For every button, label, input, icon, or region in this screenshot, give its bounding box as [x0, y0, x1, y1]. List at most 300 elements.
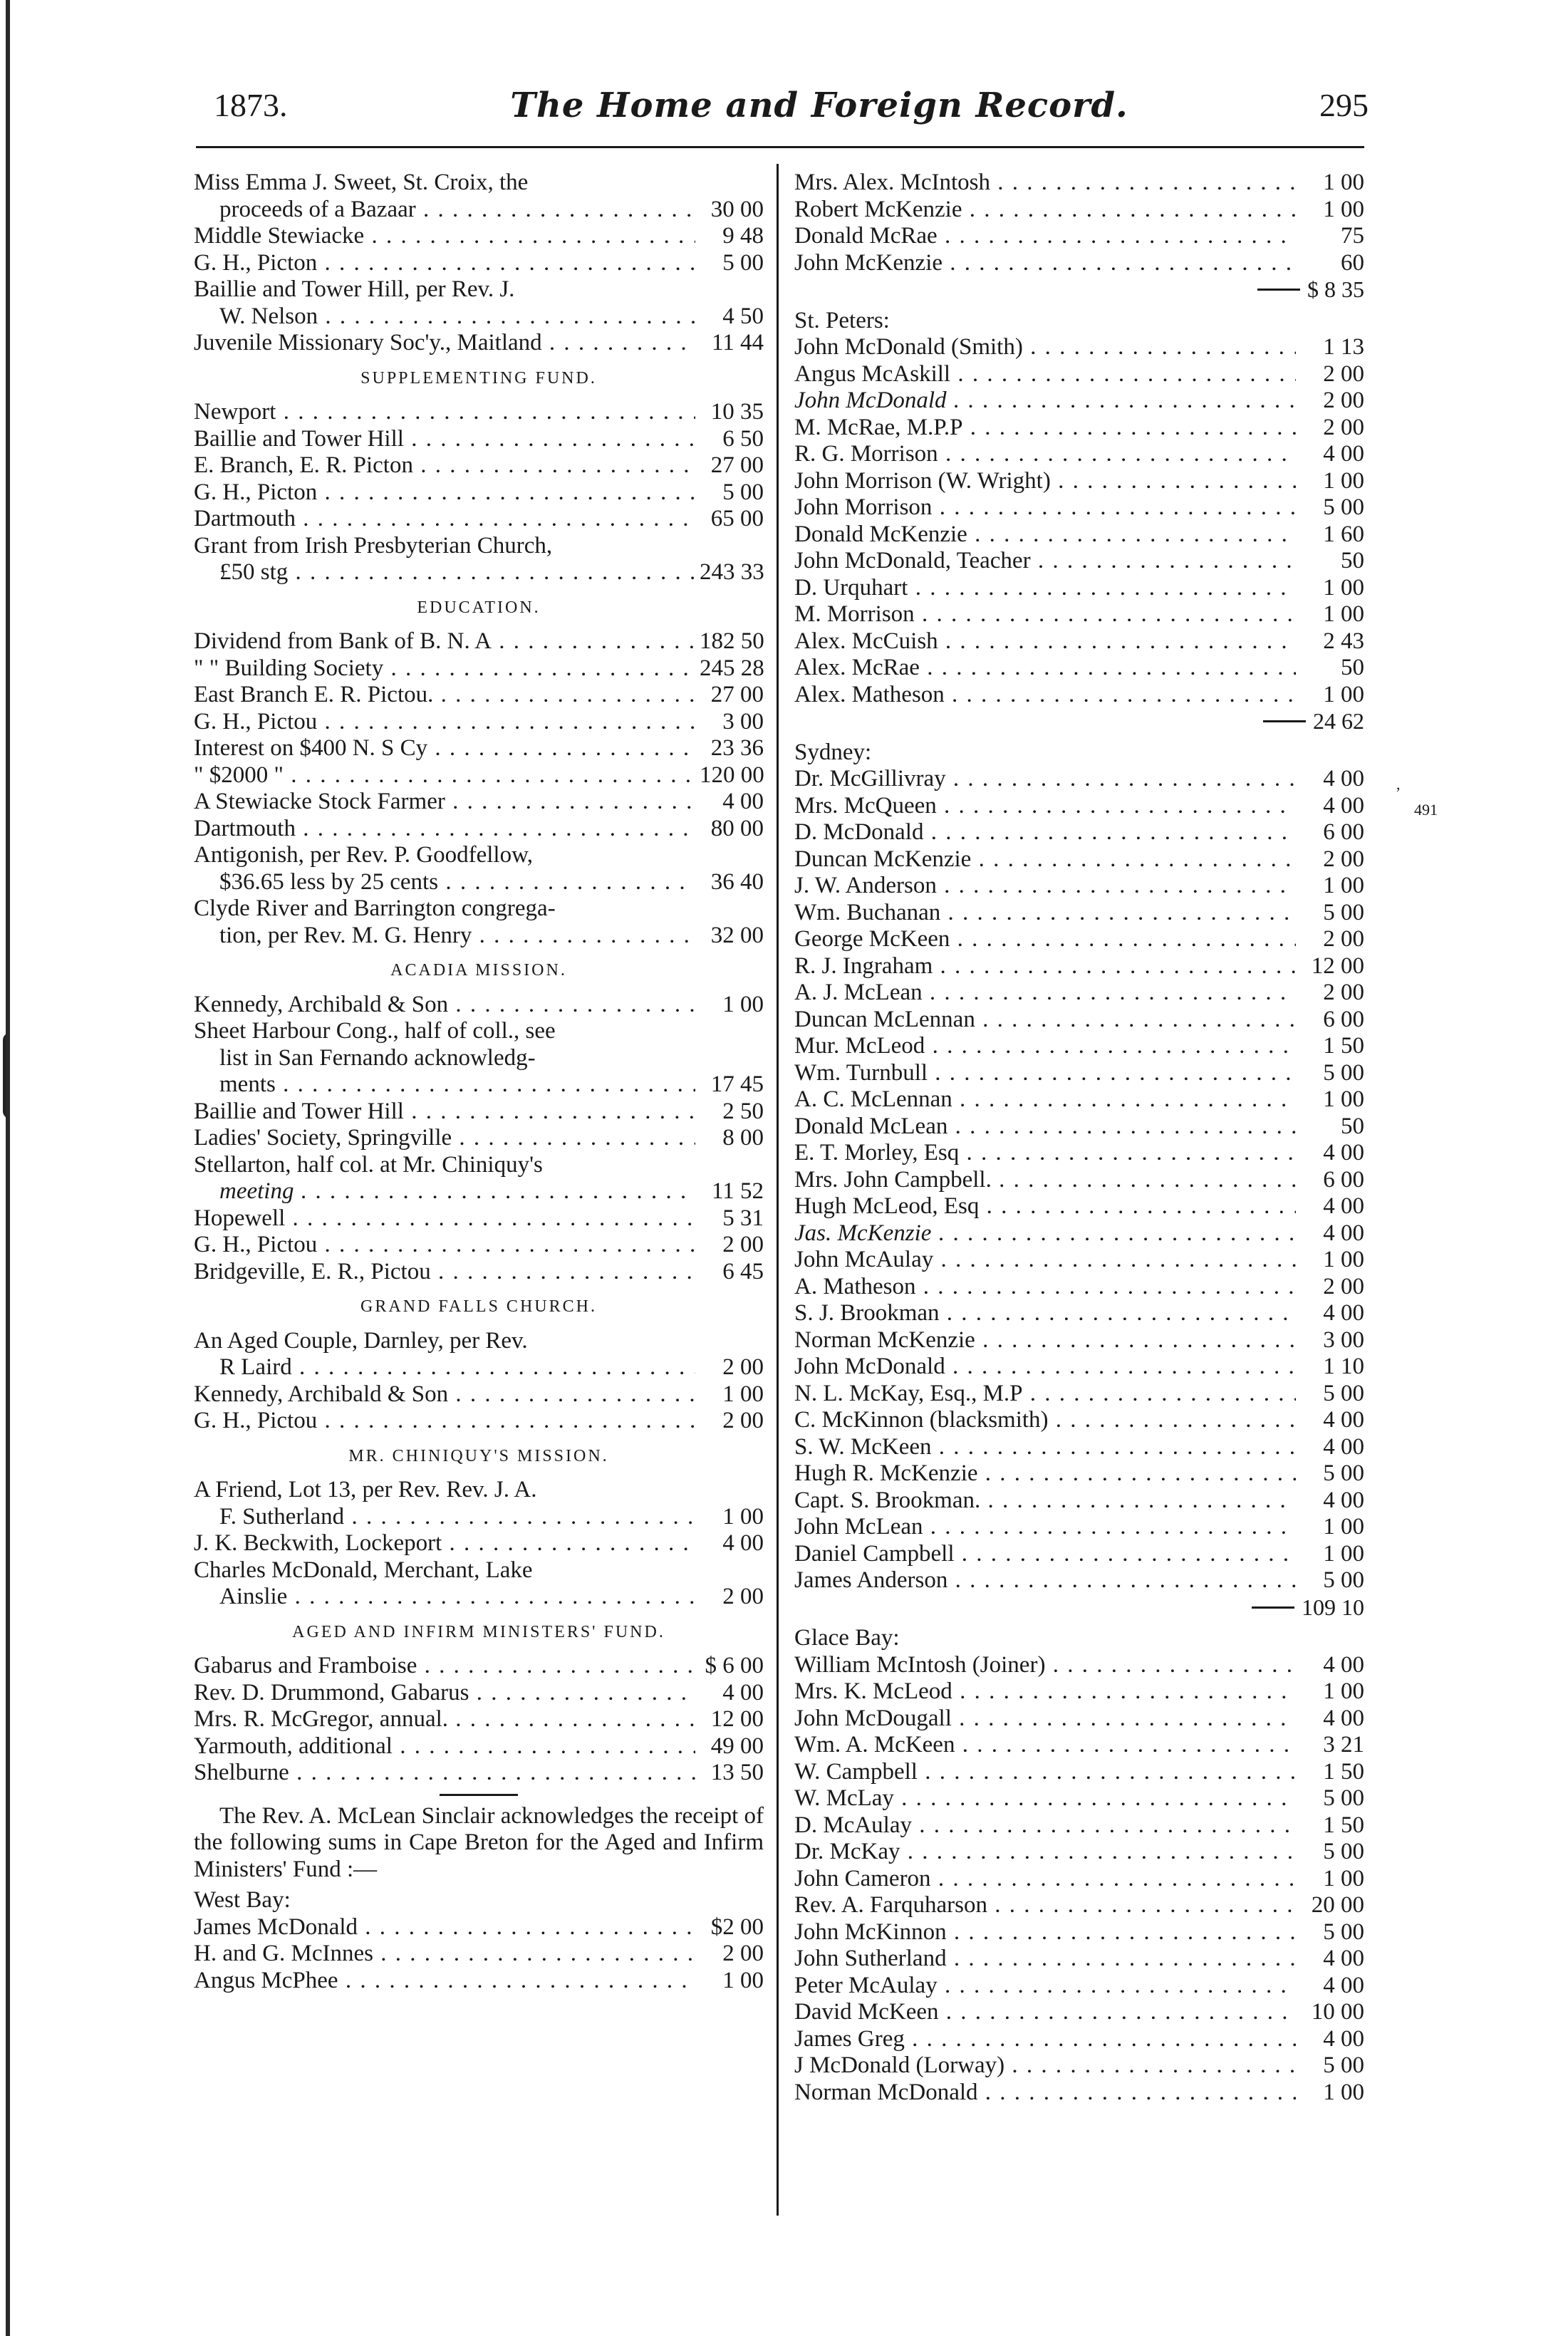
entry-name: N. L. McKay, Esq., M.P . . . [794, 1381, 1296, 1408]
entry-amount: 2 00 [1323, 388, 1364, 413]
entry-row [794, 1892, 1364, 1919]
entry-name: Alex. McCuish . . . [794, 628, 1296, 655]
place-heading: Glace Bay: [794, 1625, 900, 1651]
entry-row [794, 873, 1364, 900]
entry-name: William McIntosh (Joiner) . . . [794, 1652, 1296, 1679]
entry-name: D. McDonald . . . [794, 819, 1296, 846]
entry-amount: 6 45 [722, 1258, 764, 1284]
entry-name: W. Campbell . . . [794, 1759, 1296, 1786]
subtotal [794, 276, 1364, 303]
entry-row [794, 926, 1364, 953]
entry-name: Antigonish, per Rev. P. Goodfellow, [194, 842, 534, 868]
entry-row [794, 1114, 1364, 1141]
entry-name: " " Building Society . . . [194, 655, 695, 682]
entry-row [194, 1504, 764, 1531]
entry-row [194, 1205, 764, 1232]
entry-name: Charles McDonald, Merchant, Lake [194, 1557, 533, 1583]
entry-amount: 2 50 [722, 1098, 764, 1124]
entry-name: John McLean . . . [794, 1514, 1296, 1541]
entry-row [794, 682, 1364, 709]
entry-line [194, 1045, 764, 1072]
entry-row [794, 1434, 1364, 1461]
entry-row [194, 1354, 764, 1381]
entry-name: Mrs. McQueen . . . [794, 793, 1296, 820]
entry-name: James McDonald . . . [194, 1914, 695, 1941]
entry-amount: 1 00 [1323, 1086, 1364, 1112]
entry-row [794, 1033, 1364, 1060]
entry-name: A. Matheson . . . [794, 1274, 1296, 1301]
entry-name: $36.65 less by 25 cents . . . [219, 869, 695, 896]
entry-row [194, 1941, 764, 1968]
entry-row [194, 1530, 764, 1557]
entry-amount: 12 00 [1311, 952, 1364, 979]
entry-row [194, 923, 764, 950]
entry-amount: 4 00 [1323, 1705, 1364, 1731]
entry-row [194, 1733, 764, 1760]
entry-row [794, 1678, 1364, 1706]
entry-name: Bridgeville, E. R., Pictou . . . [194, 1259, 695, 1286]
entry-amount: 17 45 [710, 1071, 764, 1097]
entry-row [194, 1706, 764, 1733]
entry-name: H. and G. McInnes . . . [194, 1941, 695, 1968]
entry-amount: 1 00 [1323, 1540, 1364, 1567]
entry-name: John Morrison . . . [794, 494, 1296, 521]
entry-amount: 1 00 [1323, 1865, 1364, 1891]
entry-name: R. G. Morrison . . . [794, 441, 1296, 468]
page-year: 1873. [214, 87, 288, 123]
entry-amount: 1 00 [1323, 574, 1364, 601]
entry-name: Alex. McRae . . . [794, 655, 1296, 682]
entry-amount: 5 00 [722, 249, 764, 276]
entry-amount: 5 00 [1323, 1919, 1364, 1945]
entry-row [794, 1514, 1364, 1541]
entry-row [794, 1460, 1364, 1488]
entry-name: J McDonald (Lorway) . . . [794, 2052, 1296, 2080]
entry-line [194, 1557, 764, 1584]
entry-name: Mrs. K. McLeod . . . [794, 1678, 1296, 1706]
page-number: 295 [1319, 87, 1369, 123]
entry-name: John Morrison (W. Wright) . . . [794, 468, 1296, 495]
entry-amount: 4 00 [1323, 766, 1364, 791]
entry-row [794, 1732, 1364, 1759]
entry-amount: 4 00 [1323, 2025, 1364, 2052]
left-column [194, 170, 764, 1994]
entry-amount: 1 00 [1323, 467, 1364, 494]
entry-amount: 30 00 [710, 196, 764, 222]
entry-amount: 5 00 [1323, 2052, 1364, 2078]
entry-amount: 3 00 [722, 708, 764, 734]
entry-row [194, 1653, 764, 1680]
entry-amount: 5 00 [1323, 1567, 1364, 1593]
column-divider [777, 164, 779, 2216]
entry-row [194, 223, 764, 250]
entry-name: G. H., Picton . . . [194, 250, 695, 277]
entry-row [194, 869, 764, 896]
entry-name: Peter McAulay . . . [794, 1973, 1296, 2000]
entry-row [194, 992, 764, 1019]
entry-row [194, 1178, 764, 1205]
entry-name: Wm. Turnbull . . . [794, 1060, 1296, 1087]
entry-amount: 1 00 [1323, 196, 1364, 222]
section-heading: EDUCATION. [417, 598, 541, 617]
entry-name: W. Nelson . . . [219, 303, 695, 331]
entry-name: S. J. Brookman . . . [794, 1300, 1296, 1327]
entry-name: S. W. McKeen . . . [794, 1434, 1296, 1461]
entry-name: John McDougall . . . [794, 1706, 1296, 1733]
entry-amount: 1 00 [722, 1503, 764, 1530]
entry-name: Mrs. John Campbell. . . . [794, 1167, 1296, 1194]
section-heading: SUPPLEMENTING FUND. [360, 368, 597, 388]
entry-name: Donald McKenzie . . . [794, 521, 1296, 549]
entry-amount: 65 00 [710, 506, 764, 531]
entry-name: A. J. McLean . . . [794, 980, 1296, 1007]
entry-row [194, 1968, 764, 1995]
entry-amount: 5 00 [1323, 1380, 1364, 1406]
entry-row [794, 1541, 1364, 1568]
entry-row [194, 1071, 764, 1099]
entry-name: meeting . . . [219, 1178, 695, 1205]
entry-name: Dr. McGillivray . . . [794, 766, 1296, 793]
entry-row [794, 980, 1364, 1007]
subtotal [794, 708, 1364, 735]
entry-amount: 6 00 [1323, 1166, 1364, 1193]
entry-row [794, 1247, 1364, 1274]
entry-row [794, 548, 1364, 575]
entry-row [794, 1999, 1364, 2026]
entry-row [194, 1408, 764, 1435]
entry-row [794, 334, 1364, 361]
entry-name: Duncan McKenzie . . . [794, 846, 1296, 873]
entry-amount: 120 00 [700, 762, 764, 788]
entry-amount: 50 [1341, 548, 1364, 573]
entry-row [794, 415, 1364, 442]
entry-name: Middle Stewiacke . . . [194, 223, 695, 250]
entry-name: John McKinnon . . . [794, 1919, 1296, 1946]
entry-row [794, 170, 1364, 197]
entry-amount: 2 00 [722, 1354, 764, 1380]
entry-amount: 4 00 [1323, 1407, 1364, 1433]
entry-name: Dartmouth . . . [194, 816, 695, 843]
entry-amount: 3 21 [1323, 1732, 1364, 1758]
entry-amount: 4 00 [1323, 1946, 1364, 1971]
entry-amount: 5 00 [1323, 1785, 1364, 1811]
entry-amount: 3 00 [1323, 1327, 1364, 1353]
entry-amount: 2 00 [722, 1232, 764, 1257]
entry-name: Dartmouth . . . [194, 506, 695, 533]
section-heading: AGED AND INFIRM MINISTERS' FUND. [292, 1622, 665, 1641]
entry-name: John McAulay . . . [794, 1247, 1296, 1274]
entry-amount: 2 00 [1323, 846, 1364, 872]
entry-name: Baillie and Tower Hill, per Rev. J. [194, 276, 515, 302]
entry-name: Stellarton, half col. at Mr. Chiniquy's [194, 1151, 543, 1178]
entry-amount: 36 40 [710, 868, 764, 895]
entry-name: Dr. McKay . . . [794, 1839, 1296, 1866]
entry-row [194, 789, 764, 816]
entry-row [194, 452, 764, 479]
entry-amount: 1 10 [1323, 1354, 1364, 1379]
entry-row [794, 1567, 1364, 1594]
place-heading: West Bay: [194, 1887, 291, 1913]
entry-row [194, 816, 764, 843]
entry-name: M. Morrison . . . [794, 601, 1296, 628]
entry-name: W. McLay . . . [794, 1785, 1296, 1812]
entry-row [794, 1193, 1364, 1220]
entry-line [194, 1328, 764, 1355]
entry-name: George McKeen . . . [794, 926, 1296, 953]
section-heading: MR. CHINIQUY'S MISSION. [348, 1446, 609, 1465]
entry-row [194, 1232, 764, 1259]
entry-row [794, 655, 1364, 682]
entry-amount: 8 00 [722, 1125, 764, 1151]
subtotal-dash [1263, 720, 1306, 722]
subtotal [794, 1594, 1364, 1621]
entry-name: Miss Emma J. Sweet, St. Croix, the [194, 170, 529, 195]
entry-row [194, 1760, 764, 1787]
entry-name: J. K. Beckwith, Lockeport . . . [194, 1530, 695, 1557]
entry-row [794, 441, 1364, 468]
entry-name: list in San Fernando acknowledg- [219, 1044, 536, 1071]
entry-row [794, 223, 1364, 250]
entry-name: A Friend, Lot 13, per Rev. Rev. J. A. [194, 1477, 537, 1502]
entry-name: A. C. McLennan . . . [794, 1086, 1296, 1114]
entry-row [794, 793, 1364, 820]
entry-amount: 80 00 [710, 815, 764, 841]
entry-amount: 5 00 [1323, 1839, 1364, 1864]
entry-row [794, 494, 1364, 521]
entry-row [794, 1167, 1364, 1194]
entry-amount: 1 00 [1323, 2079, 1364, 2105]
entry-amount: 2 00 [1323, 926, 1364, 952]
entry-amount: 23 36 [710, 735, 764, 761]
entry-row [194, 399, 764, 426]
entry-name: James Greg . . . [794, 2026, 1296, 2053]
entry-row [794, 1060, 1364, 1087]
subtotal-amount: 24 62 [1313, 708, 1364, 734]
entry-amount: 1 00 [1323, 1247, 1364, 1272]
entry-amount: 11 44 [711, 330, 764, 355]
entry-name: F. Sutherland . . . [219, 1504, 695, 1531]
entry-amount: 1 60 [1323, 521, 1364, 547]
entry-row [794, 1274, 1364, 1301]
entry-name: John McDonald, Teacher . . . [794, 548, 1296, 575]
entry-row [194, 735, 764, 762]
entry-name: John McDonald . . . [794, 388, 1296, 415]
entry-name: Angus McPhee . . . [194, 1968, 695, 1995]
entry-name: Norman McKenzie . . . [794, 1327, 1296, 1354]
header-rule [196, 146, 1364, 148]
entry-amount: 1 50 [1323, 1033, 1364, 1059]
subtotal-dash [1257, 289, 1300, 291]
entry-name: £50 stg . . . [219, 559, 695, 586]
entry-name: Dividend from Bank of B. N. A . . . [194, 628, 695, 655]
entry-name: D. McAulay . . . [794, 1812, 1296, 1839]
entry-row [194, 479, 764, 507]
separator-rule [440, 1794, 518, 1796]
entry-row [194, 330, 764, 357]
entry-name: Norman McDonald . . . [794, 2080, 1296, 2107]
entry-amount: $ 6 00 [705, 1653, 764, 1678]
subtotal-amount: $ 8 35 [1307, 276, 1364, 302]
entry-row [794, 1652, 1364, 1679]
entry-amount: 32 00 [710, 922, 764, 948]
entry-amount: 75 [1341, 223, 1364, 249]
entry-amount: 2 00 [722, 1941, 764, 1966]
entry-row [794, 1488, 1364, 1515]
entry-row [794, 388, 1364, 415]
entry-amount: 10 35 [710, 399, 764, 425]
entry-amount: 10 00 [1311, 1999, 1364, 2025]
entry-line [194, 533, 764, 560]
entry-amount: 1 13 [1323, 334, 1364, 360]
entry-amount: 1 00 [722, 991, 764, 1017]
entry-name: G. H., Picton . . . [194, 479, 695, 507]
entry-amount: 6 00 [1323, 1006, 1364, 1032]
entry-amount: 1 00 [1323, 681, 1364, 707]
entry-row [794, 1327, 1364, 1354]
entry-row [794, 766, 1364, 793]
entry-amount: 1 00 [1323, 170, 1364, 195]
entry-name: Capt. S. Brookman. . . . [794, 1488, 1296, 1515]
entry-line [194, 896, 764, 923]
entry-name: David McKeen . . . [794, 1999, 1296, 2026]
entry-line [194, 276, 764, 303]
entry-amount: 20 00 [1311, 1892, 1364, 1918]
entry-name: Clyde River and Barrington congrega- [194, 896, 556, 921]
entry-amount: 5 00 [1323, 494, 1364, 520]
entry-row [794, 1812, 1364, 1839]
entry-amount: 5 31 [722, 1205, 764, 1231]
entry-amount: 4 00 [1323, 1433, 1364, 1460]
entry-amount: 2 00 [722, 1584, 764, 1609]
entry-row [194, 506, 764, 533]
entry-name: Donald McLean . . . [794, 1114, 1296, 1141]
entry-amount: 6 00 [1323, 819, 1364, 845]
entry-row [194, 426, 764, 453]
entry-name: Kennedy, Archibald & Son . . . [194, 992, 695, 1019]
entry-line [194, 170, 764, 197]
entry-row [794, 250, 1364, 277]
entry-amount: 49 00 [710, 1733, 764, 1759]
entry-row [794, 601, 1364, 628]
entry-amount: 5 00 [1323, 1460, 1364, 1486]
entry-row [794, 819, 1364, 846]
entry-amount: 1 50 [1323, 1758, 1364, 1785]
entry-row [794, 2026, 1364, 2053]
entry-row [194, 197, 764, 224]
subtotal-dash [1252, 1606, 1294, 1609]
entry-row [794, 628, 1364, 655]
entry-amount: 245 28 [700, 655, 764, 681]
entry-name: Yarmouth, additional . . . [194, 1733, 695, 1760]
entry-row [194, 709, 764, 736]
entry-name: R Laird . . . [219, 1354, 695, 1381]
entry-line [194, 842, 764, 869]
entry-name: Ainslie . . . [219, 1584, 695, 1611]
entry-amount: 50 [1341, 1113, 1364, 1139]
entry-row [194, 559, 764, 586]
entry-amount: 1 00 [722, 1967, 764, 1993]
entry-row [194, 1914, 764, 1941]
entry-name: Hugh McLeod, Esq . . . [794, 1193, 1296, 1220]
entry-name: Hopewell . . . [194, 1205, 695, 1232]
entry-row [794, 846, 1364, 873]
entry-amount: 4 00 [1323, 1300, 1364, 1326]
entry-name: D. Urquhart . . . [794, 575, 1296, 602]
entry-amount: 1 00 [1323, 873, 1364, 898]
entry-line [194, 1152, 764, 1179]
entry-row [794, 1220, 1364, 1247]
entry-name: Sheet Harbour Cong., half of coll., see [194, 1018, 556, 1044]
entry-amount: 6 50 [722, 425, 764, 452]
entry-name: John McDonald . . . [794, 1354, 1296, 1381]
entry-amount: 2 00 [722, 1408, 764, 1433]
entry-amount: 4 00 [722, 1679, 764, 1706]
entry-name: G. H., Pictou . . . [194, 1408, 695, 1435]
entry-amount: 4 00 [1323, 1193, 1364, 1219]
entry-row [794, 1407, 1364, 1434]
entry-name: G. H., Pictou . . . [194, 1232, 695, 1259]
entry-row [794, 1300, 1364, 1327]
entry-name: Gabarus and Framboise . . . [194, 1653, 695, 1680]
entry-name: John McKenzie . . . [794, 250, 1296, 277]
entry-name: Duncan McLennan . . . [794, 1007, 1296, 1034]
entry-amount: 4 00 [1323, 1140, 1364, 1166]
entry-amount: 2 43 [1323, 628, 1364, 654]
entry-amount: 2 00 [1323, 360, 1364, 387]
entry-name: J. W. Anderson . . . [794, 873, 1296, 900]
entry-name: Mur. McLeod . . . [794, 1033, 1296, 1060]
entry-name: M. McRae, M.P.P . . . [794, 415, 1296, 442]
entry-row [794, 1785, 1364, 1812]
entry-row [794, 1946, 1364, 1973]
entry-row [794, 197, 1364, 224]
entry-name: Juvenile Missionary Soc'y., Maitland . . . [194, 330, 695, 357]
entry-name: R. J. Ingraham . . . [794, 953, 1296, 980]
entry-amount: 27 00 [710, 452, 764, 478]
entry-row [194, 1381, 764, 1408]
entry-amount: 182 50 [700, 628, 764, 654]
entry-amount: 5 00 [1323, 899, 1364, 925]
entry-name: Shelburne . . . [194, 1760, 695, 1787]
entry-row [794, 1354, 1364, 1381]
entry-amount: 1 50 [1323, 1812, 1364, 1838]
binding-notch [3, 1033, 20, 1118]
entry-name: Daniel Campbell . . . [794, 1541, 1296, 1568]
entry-row [794, 1866, 1364, 1893]
entry-amount: 4 00 [722, 789, 764, 814]
entry-amount: 2 00 [1323, 414, 1364, 440]
entry-name: Wm. A. McKeen . . . [794, 1732, 1296, 1759]
entry-name: C. McKinnon (blacksmith) . . . [794, 1407, 1296, 1434]
entry-row [794, 2052, 1364, 2080]
entry-row [794, 1839, 1364, 1866]
entry-row [194, 1099, 764, 1126]
entry-name: Ladies' Society, Springville . . . [194, 1125, 695, 1152]
entry-row [794, 1706, 1364, 1733]
entry-name: Kennedy, Archibald & Son . . . [194, 1381, 695, 1408]
entry-row [794, 1007, 1364, 1034]
entry-name: Donald McRae . . . [794, 223, 1296, 250]
entry-row [794, 1140, 1364, 1167]
page-title: The Home and Foreign Record. [510, 85, 1128, 125]
entry-amount: 4 00 [1323, 1651, 1364, 1678]
entry-name: A Stewiacke Stock Farmer . . . [194, 789, 695, 816]
entry-name: proceeds of a Bazaar . . . [219, 197, 695, 224]
entry-row [794, 953, 1364, 980]
acknowledgement-note: The Rev. A. McLean Sinclair acknowledges the receipt of the following sums in Cape Breton for the Aged and Infirm Ministers' Fund :— [194, 1802, 764, 1882]
binding-edge [6, 0, 10, 2336]
entry-row [794, 521, 1364, 549]
